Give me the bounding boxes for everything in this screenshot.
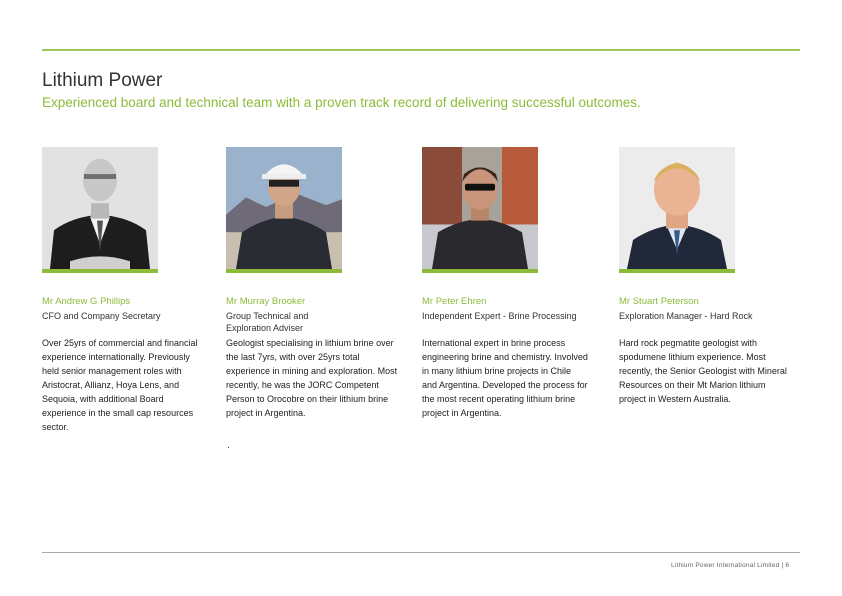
member-bio: Hard rock pegmatite geologist with spodumene lithium experience. Most recently, the Senior Geologist with Mineral Resources on their Mt Marion lithium project in Western Australia. (619, 338, 787, 404)
member-name: Mr Peter Ehren (422, 296, 487, 307)
team-member-3 (422, 296, 602, 418)
stray-mark: . (227, 440, 230, 451)
member-name: Mr Andrew G Phillips (42, 296, 131, 307)
photo-peter-ehren (422, 147, 538, 273)
page-title: Lithium Power (42, 70, 163, 91)
team-member-4 (619, 296, 797, 404)
member-bio: Over 25yrs of commercial and financial experience internationally. Previously held senior management roles with Aristocrat, Allianz, Hoya Lens, and Sequoia, with additional Board experience in the small cap resources sector. (42, 338, 198, 432)
team-member-2 (226, 296, 404, 418)
photo-stuart-peterson (619, 147, 735, 273)
member-bio: International expert in brine process engineering brine and chemistry. Involved in many lithium brine projects in Chile and Argentina. Developed the process for the most recent operating lithium brine project in Argentina. (422, 338, 588, 418)
member-role: CFO and Company Secretary (42, 311, 161, 321)
top-rule (42, 49, 800, 51)
member-name: Mr Murray Brooker (226, 296, 306, 307)
member-name: Mr Stuart Peterson (619, 296, 699, 307)
member-role: Group Technical and Exploration Adviser (226, 311, 309, 333)
photo-murray-brooker (226, 147, 342, 273)
bottom-rule (42, 552, 800, 553)
footer-text: Lithium Power International Limited | 6 (671, 562, 790, 569)
member-role: Exploration Manager - Hard Rock (619, 311, 753, 321)
team-member-1 (42, 296, 207, 432)
photo-andrew-phillips (42, 147, 158, 273)
member-bio: Geologist specialising in lithium brine over the last 7yrs, with over 25yrs total experience in mining and exploration. Most recently, he was the JORC Competent Person to Orocobre on their lithium brine project in Argentina. (226, 338, 398, 418)
page-subtitle: Experienced board and technical team with a proven track record of delivering successful outcomes. (42, 95, 641, 110)
member-role: Independent Expert - Brine Processing (422, 311, 577, 321)
